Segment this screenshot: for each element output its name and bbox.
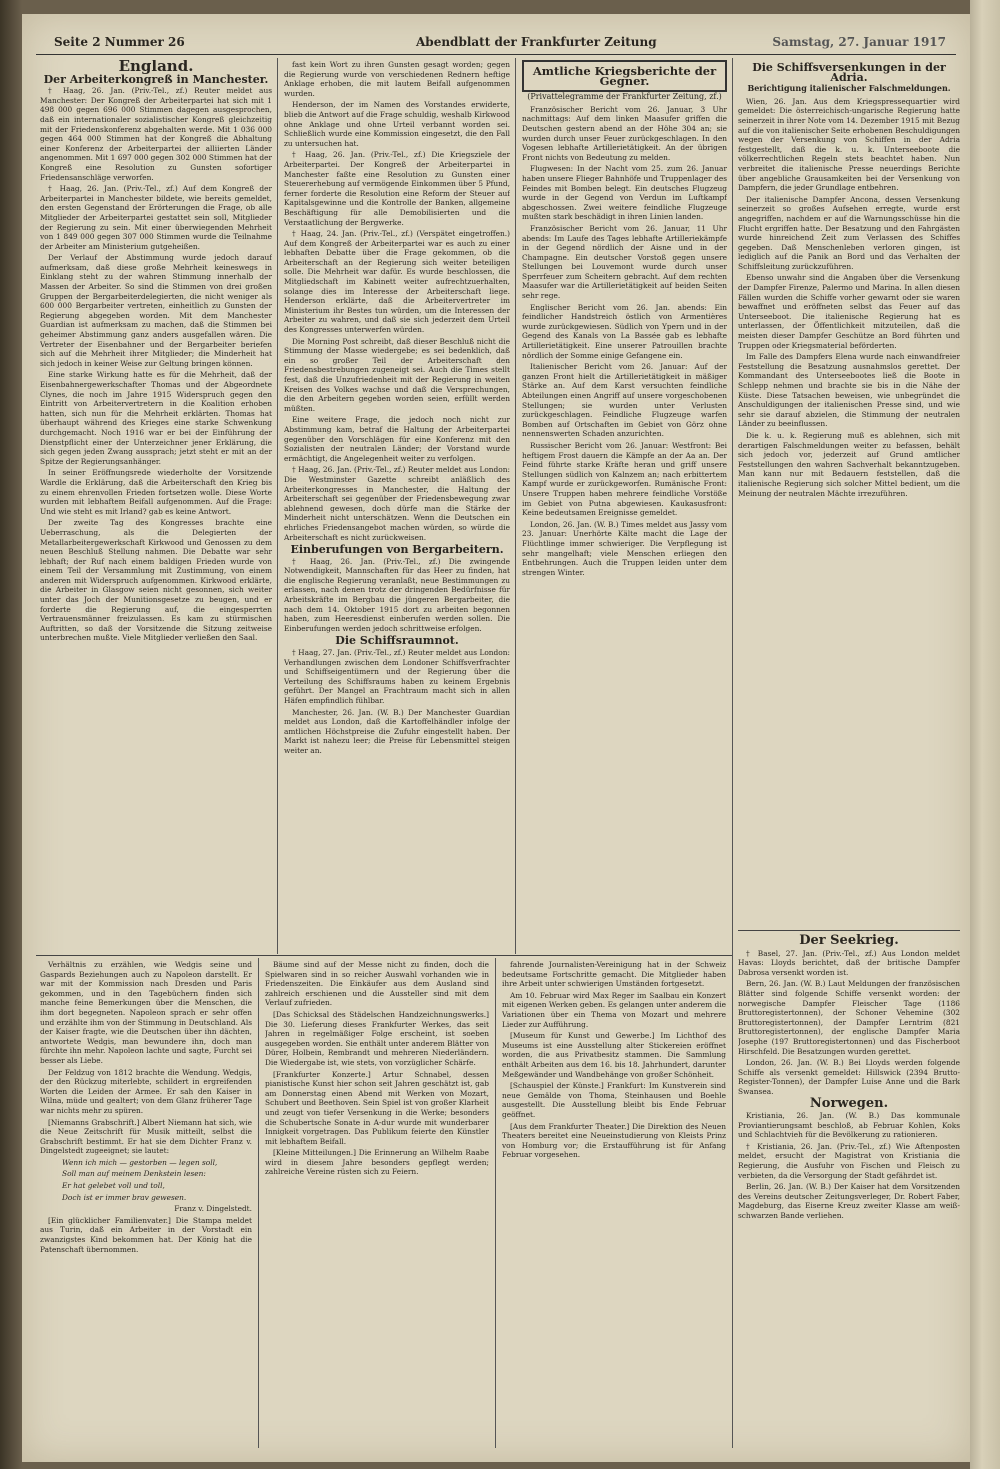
poem-line: Soll man auf meinem Denkstein lesen: [62,1169,206,1179]
article-paragraph: † Basel, 27. Jan. (Priv.-Tel., zf.) Aus London meldet Havas: Lloyds berichtet, daß der britische Dampfer Dabrosa versenkt worden ist. [738,948,960,977]
article-paragraph: Der italienische Dampfer Ancona, dessen Versenkung seinerzeit so großes Aufsehen erregte, wurde erst angegriffen, nachdem er auf die Warnungsschüsse hin die Flucht ergriffen hatte. Der Besatzung und den Fahrgästen wurde hinreichend Zeit zum Verlassen des Schiffes gegeben. Daß Menschenleben verloren gingen, ist lediglich auf die Panik an Bord und das Verhalten der Schiffsleitung zurückzuführen. [738,194,960,271]
article-paragraph: Eine weitere Frage, die jedoch noch nicht zur Abstimmung kam, betraf die Haltung der Arbeiterpartei gegenüber den Vorschlägen für eine Konferenz mit den Sozialisten der neutralen Länder; der Vorstand wurde ermächtigt, die Angelegenheit weiter zu verfolgen. [284,415,510,463]
article-paragraph: fast kein Wort zu ihren Gunsten gesagt worden; gegen die Regierung wurde von verschiedenen Rednern heftige Anklage erhoben, die mit lautem Beifall aufgenommen wurden. [284,60,510,98]
article-paragraph: † Haag, 26. Jan. (Priv.-Tel., zf.) Die zwingende Notwendigkeit, Mannschaften für das Heer zu finden, hat die englische Regierung veranlaßt, neue Bestimmungen zu erlassen, nach denen trotz der dringenden Bedürfnisse für Arbeitskräfte im Bergbau die jüngeren Bergarbeiter, die nach dem 14. Oktober 1915 dort zu arbeiten begonnen haben, zum Heeresdienst einberufen werden sollen. Die Einberufungen werden jedoch schrittweise erfolgen. [284,556,510,633]
article-paragraph: † Haag, 26. Jan. (Priv.-Tel., zf.) Reuter meldet aus London: Die Westminster Gazette schreibt anläßlich des Arbeiterkongresses in Manchester, die Haltung der Arbeiterschaft sei gegenüber der Friedensbewegung zwar ablehnend gewesen, doch dürfe man die Stärke der Minderheit nicht unterschätzen. Wenn die Deutschen ein ehrliches Friedensangebot machen würden, so würde die Arbeiterschaft es nicht zurückweisen. [284,465,510,542]
article-paragraph: Französischer Bericht vom 26. Januar, 11 Uhr abends: Im Laufe des Tages lebhafte Artilleriekämpfe in der Gegend nördlich der Aisne und in der Champagne. Ein deutscher Vorstoß gegen unsere Stellungen bei Louvemont wurde durch unser Sperrfeuer zum Scheitern gebracht. Auf dem rechten Maasufer war die Artillerietätigkeit auf beiden Seiten sehr rege. [522,223,727,301]
article-paragraph: Eine starke Wirkung hatte es für die Mehrheit, daß der Eisenbahnergewerkschafter Thomas und der Abgeordnete Clynes, die noch im Jahre 1915 Widerspruch gegen den Eintritt von Arbeitervertretern in die Koalition erhoben hatten, sich nun für die Mehrheit erklärten. Thomas hat überhaupt während des Krieges eine starke Schwenkung durchgemacht. Noch 1916 war er bei der Einführung der Dienstpflicht einer der Unterzeichner jener Erklärung, die sich gegen jeden Zwang aussprach; jetzt steht er mit an der Spitze der Regierungsanhänger. [40,370,272,466]
article-paragraph: Der zweite Tag des Kongresses brachte eine Ueberraschung, als die Delegierten der Metallarbeitergewerkschaft Kirkwood und Genossen zu dem neuen Beschluß Stellung nahmen. Die Debatte war sehr lebhaft; der Ruf nach einem baldigen Frieden wurde von einem Teil der Versammlung mit Zustimmung, von einem anderen mit Widerspruch aufgenommen. Kirkwood erklärte, die Arbeiter in Glasgow seien nicht gesonnen, sich weiter unter das Joch der Munitionsgesetze zu beugen, und er forderte die Regierung auf, die eingesperrten Vertrauensmänner freizulassen. Es kam zu stürmischen Auftritten, so daß der Vorsitzende die Sitzung zeitweise unterbrechen mußte. Viele Mitglieder verließen den Saal. [40,518,272,643]
headline-seekrieg: Der Seekrieg. [799,934,899,948]
article-paragraph: Kristiania, 26. Jan. (W. B.) Das kommunale Proviantierungsamt beschloß, ab Februar Kohlen, Koks und Schlachtvieh für die Bevölkerung zu rationieren. [738,1111,960,1140]
article-paragraph: Englischer Bericht vom 26. Jan. abends: Ein feindlicher Handstreich östlich von Armentières wurde zurückgewiesen. Südlich von Ypern und in der Gegend des Kanals von La Bassée gab es lebhafte Artillerietätigkeit. Eine unserer Patrouillen brachte nördlich der Somme einige Gefangene ein. [522,302,727,360]
page-header [36,32,956,55]
article-paragraph: [Museum für Kunst und Gewerbe.] Im Lichthof des Museums ist eine Ausstellung alter Stickereien eröffnet worden, die aus Privatbesitz stammen. Die Sammlung enthält Arbeiten aus dem 16. bis 18. Jahrhundert, darunter Meßgewänder und Wandbehänge von großer Schönheit. [502,1031,726,1079]
feuilleton-column-3 [502,960,726,1448]
feuilleton-rule [36,955,732,956]
article-paragraph: Italienischer Bericht vom 26. Januar: Auf der ganzen Front hielt die Artillerietätigkeit in mäßiger Stärke an. Auf dem Karst versuchten feindliche Abteilungen einen Angriff auf unsere vorgeschobenen Stellungen; sie wurden unter Verlusten zurückgeschlagen. Feindliche Flugzeuge warfen Bomben auf Ortschaften im Gebiet von Görz ohne nennenswerten Schaden anzurichten. [522,362,727,439]
article-paragraph: In seiner Eröffnungsrede wiederholte der Vorsitzende Wardle die Erklärung, daß die Arbeiterschaft den Krieg bis zu einem ehrenvollen Frieden fortsetzen wolle. Diese Worte wurden mit lebhaftem Beifall aufgenommen. Auf die Frage: Und wie steht es mit Irland? gab es keine Antwort. [40,468,272,516]
column-rule [495,958,496,1448]
masthead: Abendblatt der Frankfurter Zeitung [416,35,657,49]
subheadline: (Privattelegramme der Frankfurter Zeitung, zf.) [527,92,722,102]
headline-schiffsversenkungen: Die Schiffsversenkungen in der Adria. [752,61,946,84]
section-title-england: England. [118,60,194,75]
column-rule [258,958,259,1448]
headline-kriegsberichte: Amtliche Kriegsberichte der Gegner. [532,64,717,88]
poem-line: Er hat gelebet voll und toll, [62,1181,165,1191]
article-paragraph: Der Verlauf der Abstimmung wurde jedoch darauf aufmerksam, daß diese große Mehrheit keineswegs in Einklang steht zu der wahren Stimmung innerhalb der Massen der Arbeiter. So sind die Stimmen von drei großen Gruppen der Bergarbeiterdelegierten, die nicht weniger als 600 000 Bergarbeiter vertreten, einheitlich zu Gunsten der Regierung abgegeben worden. Mit dem Manchester Guardian ist aufmerksam zu machen, daß die Stimmen bei geheimer Abstimmung ganz anders ausgefallen wären. Die Vertreter der Eisenbahner und der Bergarbeiter beriefen sich auf die Mehrheit ihrer Mitglieder; die Minderheit hat sich jedoch in keiner Weise zur Geltung bringen können. [40,253,272,368]
article-paragraph: Verhältnis zu erzählen, wie Wedgis seine und Gaspards Beziehungen auch zu Napoleon darstellt. Er war mit der Kommission nach Dresden und Paris gekommen, und in den Tagebüchern finden sich manche feine Bemerkungen über die Menschen, die ihm dort begegneten. Napoleon sprach er sehr offen und erzählte ihm von der Stimmung in Deutschland. Als der Kaiser fragte, wie die Deutschen über ihn dächten, antwortete Wedgis, man bewundere ihn, doch man fürchte ihn mehr. Napoleon lachte und sagte, Furcht sei besser als Liebe. [40,960,252,1065]
adjacent-page-strip [970,0,1000,1469]
article-paragraph: [Schauspiel der Künste.] Frankfurt: Im Kunstverein sind neue Gemälde von Thoma, Steinhausen und Boehle ausgestellt. Die Ausstellung bleibt bis Ende Februar geöffnet. [502,1081,726,1119]
headline-schiffsraumnot: Die Schiffsraumnot. [335,634,459,648]
article-paragraph: [Frankfurter Konzerte.] Artur Schnabel, dessen pianistische Kunst hier schon seit Jahren geschätzt ist, gab am Donnerstag einen Abend mit Werken von Mozart, Schubert und Beethoven. Sein Spiel ist von großer Klarheit und zeugt von tiefer Versenkung in die Werke; besonders die Schubertsche Sonate in A-dur wurde mit wunderbarer Innigkeit vorgetragen. Das Publikum feierte den Künstler mit lebhaftem Beifall. [265,1069,489,1146]
article-paragraph: Am 10. Februar wird Max Reger im Saalbau ein Konzert mit eigenen Werken geben. Es gelangen unter anderem die Variationen über ein Thema von Mozart und mehrere Lieder zur Aufführung. [502,990,726,1029]
headline-box [522,60,727,92]
article-paragraph: † Haag, 26. Jan. (Priv.-Tel., zf.) Die Kriegsziele der Arbeiterpartei. Der Kongreß der Arbeiterpartei in Manchester faßte eine Resolution zu Gunsten einer Steuererhebung auf vermögende Einkommen über 5 Pfund, ferner forderte die Resolution eine Reform der Steuer auf Kapitalsgewinne und die Kontrolle der Banken, allgemeine Beschäftigung für alle Demobilisierten und die Verstaatlichung der Bergwerke. [284,150,510,227]
headline-norwegen: Norwegen. [809,1095,889,1111]
headline-arbeiterkongress: Der Arbeiterkongreß in Manchester. [43,72,269,86]
issue-date: Samstag, 27. Januar 1917 [772,35,946,49]
column-seekrieg [738,934,960,1448]
column-rule [515,58,516,954]
section-rule [738,930,960,931]
article-paragraph: Bäume sind auf der Messe nicht zu finden, doch die Spielwaren sind in so reicher Auswahl vorhanden wie in Friedenszeiten. Die Einkäufer aus dem Ausland sind zahlreich erschienen und die Aussteller sind mit dem Verlauf zufrieden. [265,960,489,1008]
article-paragraph: Im Falle des Dampfers Elena wurde nach einwandfreier Feststellung die Besatzung ausnahmslos gerettet. Der Kommandant des Unterseebootes ließ die Boote in Schlepp nehmen und brachte sie bis in die Nähe der Küste. Diese Tatsachen beweisen, wie unbegründet die Anschuldigungen der italienischen Presse sind, und wie sehr sie darauf abzielen, die Stimmung der neutralen Länder zu beeinflussen. [738,352,960,429]
article-paragraph: Die k. u. k. Regierung muß es ablehnen, sich mit derartigen Falschmeldungen weiter zu befassen, behält sich jedoch vor, jederzeit auf Grund amtlicher Feststellungen den wahren Sachverhalt bekanntzugeben. Man kann nur mit Bedauern feststellen, daß die italienische Regierung sich solcher Mittel bedient, um die Meinung der neutralen Mächte irrezuführen. [738,430,960,498]
article-paragraph: London, 26. Jan. (W. B.) Bei Lloyds werden folgende Schiffe als versenkt gemeldet: Hillswick (2394 Brutto-Register-Tonnen), der Dampfer Luise Anne und die Bark Swansea. [738,1058,960,1096]
article-paragraph: Die Morning Post schreibt, daß dieser Beschluß nicht die Stimmung der Masse wiedergebe; es sei bedenklich, daß ein so großer Teil der Arbeiterschaft den Friedensbestrebungen zugeneigt sei. Auch die Times stellt fest, daß die Unzufriedenheit mit der Regierung in weiten Kreisen des Volkes wachse und daß die Versprechungen, die den Arbeitern gegeben worden seien, erfüllt werden müßten. [284,336,510,413]
article-paragraph: Bern, 26. Jan. (W. B.) Laut Meldungen der französischen Blätter sind folgende Schiffe versenkt worden: der norwegische Dampfer Fleischer Tage (1186 Bruttoregistertonnen), der Schoner Vehemine (302 Bruttoregistertonnen), der Dampfer Lerntrim (821 Bruttoregistertonnen), der englische Dampfer Maria Josephe (197 Bruttoregistertonnen) und das Fischerboot Hirschfeld. Die Besatzungen wurden gerettet. [738,979,960,1056]
article-paragraph: Ebenso unwahr sind die Angaben über die Versenkung der Dampfer Firenze, Palermo und Marina. In allen diesen Fällen wurden die Schiffe vorher gewarnt oder sie waren bewaffnet und eröffneten selbst das Feuer auf das Unterseeboot. Die italienische Regierung hat es unterlassen, der Öffentlichkeit mitzuteilen, daß die meisten dieser Dampfer Geschütze an Bord führten und Truppen oder Kriegsmaterial beförderten. [738,273,960,350]
article-paragraph: Berlin, 26. Jan. (W. B.) Der Kaiser hat dem Vorsitzenden des Vereins deutscher Zeitungsverleger, Dr. Robert Faber, Magdeburg, das Eiserne Kreuz zweiter Klasse am weiß-schwarzen Bande verliehen. [738,1182,960,1221]
page-number: Seite 2 Nummer 26 [54,35,185,49]
headline-einberufungen: Einberufungen von Bergarbeitern. [290,543,504,557]
poem-signature: Franz v. Dingelstedt. [174,1204,252,1214]
article-paragraph: London, 26. Jan. (W. B.) Times meldet aus Jassy vom 23. Januar: Unerhörte Kälte macht die Lage der Flüchtlinge immer schwieriger. Die Verpflegung ist sehr mangelhaft; viele Menschen erliegen den Entbehrungen. Auch die Truppen leiden unter dem strengen Winter. [522,519,727,577]
poem-line: Wenn ich mich — gestorben — legen soll, [62,1157,218,1167]
scan-left-edge [0,0,22,1469]
article-paragraph: † Haag, 26. Jan. (Priv.-Tel., zf.) Reuter meldet aus Manchester: Der Kongreß der Arbeiterpartei hat sich mit 1 498 000 gegen 696 000 Stimmen dagegen ausgesprochen, daß ein internationaler sozialistischer Kongreß gleichzeitig mit der Friedenskonferenz abgehalten werde. Mit 1 036 000 gegen 464 000 Stimmen hat der Kongreß die Abhaltung einer Konferenz der Arbeiterpartei der alliierten Länder angenommen. Mit 1 697 000 gegen 302 000 Stimmen hat der Kongreß eine Resolution zu Gunsten sofortiger Friedensanschläge verworfen. [40,86,272,182]
article-paragraph: Manchester, 26. Jan. (W. B.) Der Manchester Guardian meldet aus London, daß die Kartoffelhändler infolge der amtlichen Höchstpreise die Zufuhr eingestellt haben. Der Markt ist nahezu leer; die Preise für Lebensmittel steigen weiter an. [284,707,510,755]
feuilleton-column-2 [265,960,489,1448]
article-paragraph: † Haag, 24. Jan. (Priv.-Tel., zf.) (Verspätet eingetroffen.) Auf dem Kongreß der Arbeiterpartei war es auch zu einer lebhaften Debatte über die Frage gekommen, ob die Arbeiterschaft an der Regierung sich weiter beteiligen solle. Die Mehrheit war dafür. Es wurde beschlossen, die Mitgliedschaft im Kabinett weiter aufrechtzuerhalten, solange dies im Interesse der Arbeiterschaft liege. Henderson erklärte, daß die Arbeitervertreter im Ministerium ihr Bestes tun würden, um die Interessen der Arbeiter zu wahren, und daß sie sich jederzeit dem Urteil des Kongresses unterwerfen würden. [284,229,510,335]
article-paragraph: Flugwesen: In der Nacht vom 25. zum 26. Januar haben unsere Flieger Bahnhöfe und Truppenlager des Feindes mit Bomben belegt. Ein deutsches Flugzeug wurde in der Gegend von Verdun im Luftkampf abgeschossen. Zwei weitere feindliche Flugzeuge mußten stark beschädigt in ihren Linien landen. [522,164,727,222]
column-adria [738,60,960,928]
article-paragraph: Henderson, der im Namen des Vorstandes erwiderte, blieb die Antwort auf die Frage schuldig, weshalb Kirkwood ohne Anklage und ohne Urteil verbannt worden sei. Schließlich wurde eine Kommission eingesetzt, die den Fall zu untersuchen hat. [284,100,510,148]
poem-line: Doch ist er immer brav gewesen. [62,1192,187,1202]
article-paragraph: † Haag, 27. Jan. (Priv.-Tel., zf.) Reuter meldet aus London: Verhandlungen zwischen dem Londoner Schiffsverfrachter und Schiffseigentümern und der Regierung über die Verteilung des Schiffsraums haben zu keinem Ergebnis geführt. Der Mangel an Frachtraum macht sich in allen Häfen empfindlich fühlbar. [284,648,510,705]
article-paragraph: † Haag, 26. Jan. (Priv.-Tel., zf.) Auf dem Kongreß der Arbeiterpartei in Manchester bildete, wie bereits gemeldet, den ersten Gegenstand der Erörterungen die Frage, ob alle Mitglieder der Arbeiterpartei gestattet sein soll, Mitglieder der Regierung zu sein. Mit einer überwiegenden Mehrheit von 1 849 000 gegen 307 000 Stimmen wurde die Teilnahme der Arbeiter am Ministerium gutgeheißen. [40,184,272,251]
column-arbeiterpartei [284,60,510,952]
article-paragraph: Französischer Bericht vom 26. Januar, 3 Uhr nachmittags: Auf dem linken Maasufer griffen die Deutschen gestern abend an der Höhe 304 an; sie wurden durch unser Feuer zurückgeschlagen. In den Vogesen lebhafte Artillerietätigkeit. An der übrigen Front nichts von Bedeutung zu melden. [522,104,727,162]
article-paragraph: Wien, 26. Jan. Aus dem Kriegspressequartier wird gemeldet: Die österreichisch-ungarische Regierung hatte seinerzeit in ihrer Note vom 14. Dezember 1915 mit Bezug auf die von italienischer Seite erhobenen Beschuldigungen wegen der Versenkung von Schiffen in der Adria festgestellt, daß die k. u. k. Unterseeboote die völkerrechtlichen Regeln stets beachtet haben. Nun verbreitet die italienische Presse neuerdings Berichte über angebliche Grausamkeiten bei der Versenkung von Dampfern, die jeder Grundlage entbehren. [738,96,960,193]
article-paragraph: [Aus dem Frankfurter Theater.] Die Direktion des Neuen Theaters bereitet eine Neueinstudierung von Kleists Prinz von Homburg vor; die Erstaufführung ist für Anfang Februar vorgesehen. [502,1121,726,1160]
article-paragraph: [Kleine Mitteilungen.] Die Erinnerung an Wilhelm Raabe wird in diesem Jahre besonders gepflegt werden; zahlreiche Vereine rüsten sich zu Feiern. [265,1148,489,1177]
article-paragraph: Russischer Bericht vom 26. Januar: Westfront: Bei heftigem Frost dauern die Kämpfe an der Aa an. Der Feind führte starke Kräfte heran und griff unsere Stellungen südlich von Kalnzem an; nach erbittertem Kampf wurde er zurückgeworfen. Rumänische Front: Unsere Truppen haben mehrere feindliche Vorstöße im Gebiet von Putna abgewiesen. Kaukasusfront: Keine bedeutsamen Ereignisse gemeldet. [522,440,727,518]
newspaper-page [22,14,970,1462]
article-paragraph: [Ein glücklicher Familienvater.] Die Stampa meldet aus Turin, daß ein Arbeiter in der Vorstadt ein zwanzigstes Kind bekommen hat. Der König hat die Patenschaft übernommen. [40,1215,252,1254]
column-rule [277,58,278,954]
article-paragraph: [Das Schicksal des Städelschen Handzeichnungswerks.] Die 30. Lieferung dieses Frankfurter Werkes, das seit Jahren in regelmäßiger Folge erscheint, ist soeben ausgegeben worden. Sie enthält unter anderem Blätter von Dürer, Holbein, Rembrandt und mehreren Niederländern. Die Wiedergabe ist, wie stets, von vorzüglicher Schärfe. [265,1009,489,1067]
article-paragraph: Der Feldzug von 1812 brachte die Wendung. Wedgis, der den Rückzug miterlebte, schildert in ergreifenden Worten die Leiden der Armee. Er sah den Kaiser in Wilna, müde und gealtert; von dem Glanz früherer Tage war nichts mehr zu spüren. [40,1067,252,1115]
column-england [40,60,272,952]
column-kriegsberichte [522,60,727,952]
feuilleton-column-1 [40,960,252,1448]
article-paragraph: † Kristiania, 26. Jan. (Priv.-Tel., zf.) Wie Aftenposten meldet, ersucht der Magistrat von Kristiania die Regierung, die Ausfuhr von Fischen und Fleisch zu verbieten, da die Versorgung der Stadt gefährdet ist. [738,1141,960,1180]
article-paragraph: [Niemanns Grabschrift.] Albert Niemann hat sich, wie die Neue Zeitschrift für Musik mitteilt, selbst die Grabschrift bestimmt. Er hat sie dem Dichter Franz v. Dingelstedt zugeeignet; sie lautet: [40,1117,252,1156]
subheadline: Berichtigung italienischer Falschmeldungen. [747,83,951,94]
column-rule [732,58,733,1448]
article-paragraph: fahrende Journalisten-Vereinigung hat in der Schweiz bedeutsame Fortschritte gemacht. Die Mitglieder haben ihre Arbeit unter schwierigen Umständen fortgesetzt. [502,960,726,989]
